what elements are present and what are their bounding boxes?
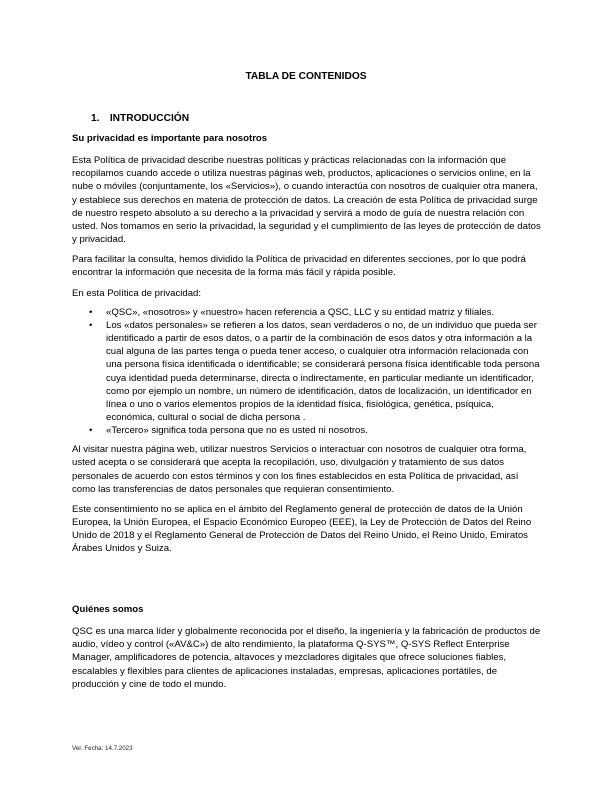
- section-number: 1.: [91, 113, 100, 124]
- privacy-paragraph-4: Al visitar nuestra página web, utilizar nuestros Servicios o interactuar con nosotros de cualquier otra forma, usted acepta o se considerará que acepta la recopilación, uso, divulgación y tratamiento de sus datos personales de acuerdo con estos términos y con los fines establecidos en esta Política de privacidad, así como las transferencias de datos personales que requieran consentimiento.: [72, 444, 527, 495]
- section-heading: [91, 113, 189, 124]
- who-section: [72, 603, 544, 691]
- who-heading: Quiénes somos: [72, 604, 144, 615]
- privacy-paragraph-5: Este consentimiento no se aplica en el ámbito del Reglamento general de protección de datos de la Unión Europea, la Unión Europea, el Espacio Económico Europeo (EEE), la Ley de Protección de Datos del Reino Unido de 2018 y el Reglamento General de Protección de Datos del Reino Unido, el Reino Unido, Emiratos Árabes Unidos y Suiza.: [72, 503, 532, 555]
- list-item: [72, 424, 544, 437]
- list-item-text: «QSC», «nosotros» y «nuestro» hacen referencia a QSC, LLC y su entidad matriz y filiales.: [106, 306, 495, 318]
- privacy-paragraph-2: Para facilitar la consulta, hemos dividido la Política de privacidad en diferentes secciones, por lo que podrá encontrar la información que necesita de la forma más fácil y rápida posible.: [72, 254, 526, 279]
- list-item: [72, 306, 544, 319]
- privacy-paragraph-3: En esta Política de privacidad:: [72, 287, 202, 299]
- version-date-footer: Ver. Fecha: 14.7.2023: [72, 745, 133, 752]
- privacy-heading: Su privacidad es importante para nosotros: [72, 133, 268, 144]
- list-item-text: Los «datos personales» se refieren a los datos, sean verdaderos o no, de un individuo que pueda ser identificado a partir de esos datos, o a partir de la combinación de esos datos y otra información a la cual alguna de las partes tenga o pueda tener acceso, o cualquier otra información relacionada con una persona física identificada o identificable; se considerará persona física identificable toda persona cuya identidad pueda determinarse, directa o indirectamente, en particular mediante un identificador, como por ejemplo un nombre, un número de identificación, datos de localización, un identificador en línea o uno o varios elementos propios de la identidad física, fisiológica, genética, psíquica, económica, cultural o social de dicha persona .: [106, 319, 540, 423]
- definitions-list: [72, 306, 544, 438]
- list-item-text: «Tercero» significa toda persona que no es usted ni nosotros.: [106, 425, 368, 437]
- bullet-icon: •: [89, 306, 93, 318]
- toc-title: TABLA DE CONTENIDOS: [245, 71, 367, 82]
- privacy-section: [72, 132, 544, 556]
- bullet-icon: •: [89, 425, 93, 437]
- privacy-paragraph-1: Esta Política de privacidad describe nuestras políticas y prácticas relacionadas con la información que recopilamos cuando accede o utiliza nuestras páginas web, productos, aplicaciones o servicios online, en la nube o móviles (conjuntamente, los «Servicios»), o cuando interactúa con nosotros de cualquier otra manera, y establece sus derechos en materia de protección de datos. La creación de esta Política de privacidad surge de nuestro respeto absoluto a su derecho a la privacidad y servirá a modo de guía de nuestra relación con usted. Nos tomamos en serio la privacidad, la seguridad y el cumplimiento de las leyes de protección de datos y privacidad.: [72, 155, 541, 246]
- bullet-icon: •: [89, 319, 93, 331]
- who-paragraph: QSC es una marca líder y globalmente reconocida por el diseño, la ingeniería y la fabricación de productos de audio, vídeo y control («AV&C») de alto rendimiento, la plataforma Q-SYS™, Q-SYS Reflect Enterprise Manager, amplificadores de potencia, altavoces y mezcladores digitales que ofrece soluciones fiables, escalables y flexibles para clientes de aplicaciones instaladas, empresas, aplicaciones portátiles, de producción y cine de todo el mundo.: [72, 626, 541, 690]
- section-title: INTRODUCCIÓN: [109, 113, 190, 124]
- list-item: [72, 319, 544, 424]
